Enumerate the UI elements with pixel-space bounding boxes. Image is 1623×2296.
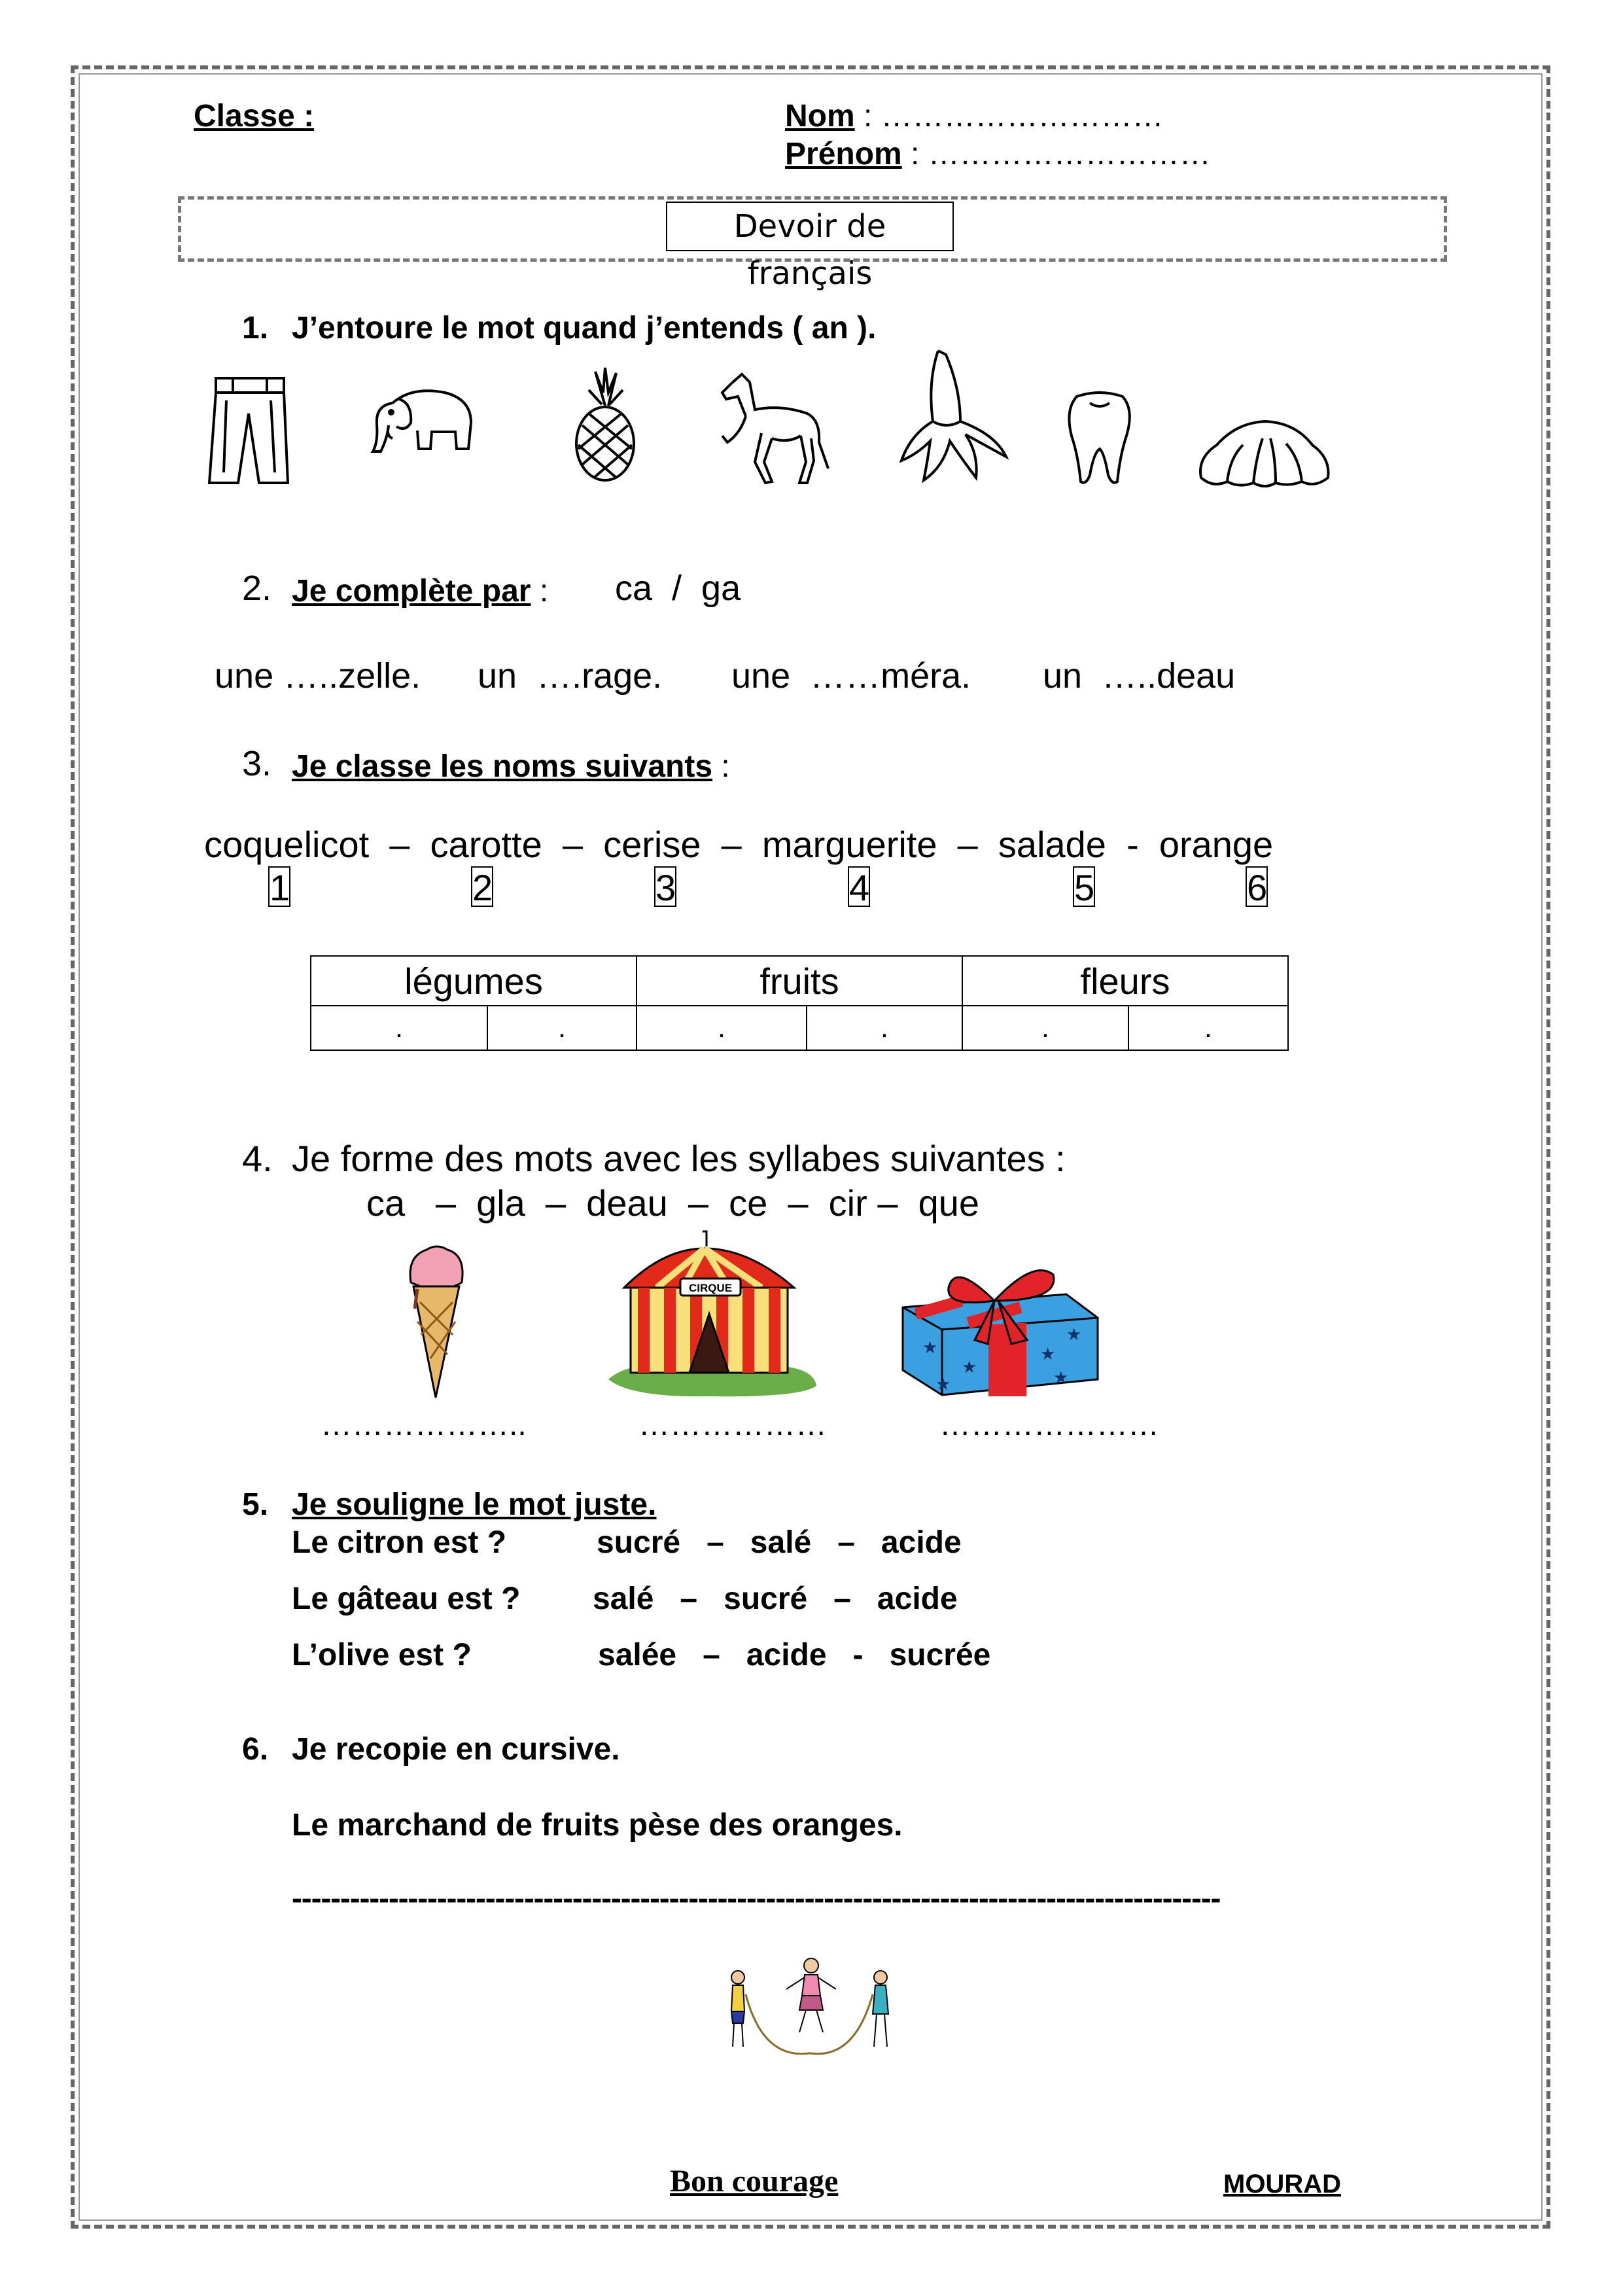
ex5-question-2: Le gâteau est ?	[292, 1581, 521, 1616]
pants-icon[interactable]	[207, 374, 293, 487]
svg-text:★: ★	[1053, 1368, 1069, 1388]
classification-table	[310, 955, 1289, 1051]
nom-field[interactable]	[785, 98, 1164, 134]
author: MOURAD	[1223, 2170, 1341, 2199]
ex2-word-3[interactable]: une ……méra.	[731, 656, 971, 696]
table-cell[interactable]: .	[1128, 1006, 1288, 1050]
ex2-number: 2.	[242, 569, 272, 608]
prenom-label: Prénom	[785, 137, 902, 171]
ex3-instruction-line	[292, 749, 730, 785]
ex4-answer-1[interactable]: ………………..	[321, 1407, 527, 1442]
horse-icon[interactable]	[716, 370, 833, 487]
ex4-number: 4.	[242, 1138, 273, 1179]
ex5-answers-1[interactable]: sucré – salé – acide	[597, 1525, 962, 1560]
ex1-instruction: J’entoure le mot quand j’entends ( an ).	[292, 311, 877, 345]
ex5-number: 5.	[242, 1487, 269, 1522]
table-cell[interactable]: .	[311, 1006, 487, 1050]
ex1-number: 1.	[242, 311, 269, 345]
ex5-question-3: L’olive est ?	[292, 1638, 472, 1672]
ex3-instruction: Je classe les noms suivants	[292, 749, 713, 784]
jump-rope-children-icon	[724, 1955, 900, 2066]
croissant-icon[interactable]	[1197, 419, 1332, 492]
ex4-answer-2[interactable]: ………………	[638, 1407, 827, 1442]
ex2-instruction: Je complète par	[292, 574, 531, 609]
ex6-instruction: Je recopie en cursive.	[292, 1732, 620, 1767]
ex2-colon: :	[531, 574, 549, 609]
table-header-legumes: légumes	[311, 956, 637, 1006]
ex3-number-box-5: 5	[1074, 867, 1095, 908]
table-header-fleurs: fleurs	[962, 956, 1288, 1006]
ex3-number-box-1: 1	[270, 867, 290, 908]
banana-icon[interactable]	[898, 349, 1009, 487]
prenom-dots: : ………………………	[901, 137, 1211, 171]
ex2-word-4[interactable]: un …..deau	[1043, 656, 1236, 696]
table-header-fruits: fruits	[637, 956, 962, 1006]
circus-tent-icon[interactable]	[604, 1229, 820, 1399]
ex4-syllables: ca – gla – deau – ce – cir – que	[366, 1182, 980, 1224]
tooth-icon[interactable]	[1064, 390, 1136, 488]
table-cell[interactable]: .	[962, 1006, 1128, 1050]
ex3-number-box-4: 4	[849, 867, 870, 908]
ice-cream-icon[interactable]	[407, 1243, 466, 1400]
ex6-number: 6.	[242, 1732, 269, 1767]
prenom-field[interactable]	[785, 136, 1211, 172]
ex3-number-box-6: 6	[1247, 867, 1268, 908]
bon-courage: Bon courage	[670, 2164, 839, 2199]
ex3-colon: :	[712, 749, 730, 784]
table-cell[interactable]: .	[487, 1006, 637, 1050]
gift-icon[interactable]	[896, 1262, 1104, 1396]
tent-sign-text: CIRQUE	[688, 1282, 733, 1294]
ex2-word-1[interactable]: une …..zelle.	[215, 656, 421, 696]
ex3-words: coquelicot – carotte – cerise – marguerite – salade - orange	[204, 824, 1274, 865]
ex3-number-box-2: 2	[472, 867, 493, 908]
pineapple-icon[interactable]	[569, 366, 641, 484]
ex3-number: 3.	[242, 744, 272, 783]
ex3-number-box-3: 3	[655, 867, 676, 908]
svg-text:★: ★	[935, 1375, 951, 1394]
ex5-answers-2[interactable]: salé – sucré – acide	[593, 1581, 958, 1616]
ex5-answers-3[interactable]: salée – acide - sucrée	[598, 1638, 991, 1672]
ex5-question-1: Le citron est ?	[292, 1525, 507, 1560]
table-cell[interactable]: .	[637, 1006, 807, 1050]
ex2-choices: ca / ga	[615, 569, 741, 608]
ex6-sentence: Le marchand de fruits pèse des oranges.	[292, 1808, 903, 1843]
svg-text:★: ★	[962, 1358, 977, 1377]
page-title: Devoir de français	[666, 202, 954, 251]
ex2-word-2[interactable]: un ….rage.	[478, 656, 663, 696]
svg-text:★: ★	[1066, 1325, 1082, 1345]
table-cell[interactable]: .	[807, 1006, 962, 1050]
ex6-writing-line[interactable]: ------------------------------------------------------------------------------------------------	[292, 1881, 1221, 1916]
svg-text:★: ★	[922, 1338, 938, 1358]
ex2-instruction-line	[292, 573, 548, 609]
elephant-icon[interactable]	[366, 383, 476, 455]
nom-dots: : ………………………	[854, 99, 1164, 133]
svg-text:★: ★	[1040, 1345, 1056, 1364]
ex5-instruction: Je souligne le mot juste.	[292, 1487, 657, 1522]
nom-label: Nom	[785, 99, 855, 133]
ex4-instruction: Je forme des mots avec les syllabes suivantes :	[292, 1138, 1066, 1179]
ex4-answer-3[interactable]: …………………	[939, 1407, 1159, 1442]
classe-label: Classe :	[194, 99, 315, 133]
